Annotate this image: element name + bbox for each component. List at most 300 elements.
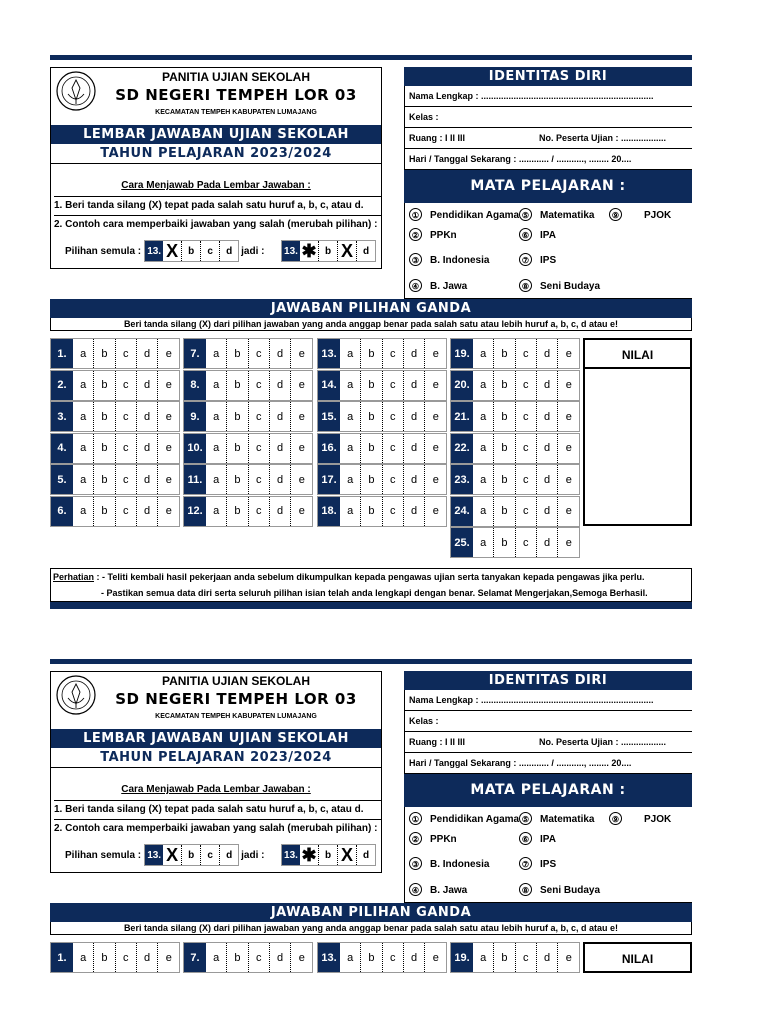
answer-option-e[interactable]: e	[165, 379, 172, 391]
answer-option-c[interactable]: c	[116, 465, 137, 494]
answer-option-e[interactable]: e	[432, 473, 439, 486]
district-name: KECAMATAN TEMPEH KABUPATEN LUMAJANG	[155, 109, 317, 116]
bottom-bar	[50, 602, 692, 609]
instructions-title: Cara Menjawab Pada Lembar Jawaban :	[121, 784, 311, 795]
question-number: 1.	[51, 943, 73, 972]
example-number: 13.	[145, 241, 163, 261]
example-option: c	[201, 241, 220, 261]
example-before	[65, 240, 264, 262]
question-number: 13.	[318, 943, 340, 972]
question-number: 12.	[184, 497, 206, 526]
subjects-list	[404, 203, 692, 299]
committee-title: PANITIA UJIAN SEKOLAH	[161, 70, 310, 84]
answer-option-d[interactable]: d	[537, 528, 558, 557]
subject-option[interactable]: ⑥ IPA	[519, 832, 556, 845]
answer-question	[317, 433, 447, 464]
identity-title: IDENTITAS DIRI	[404, 67, 692, 86]
answer-option-a[interactable]: a	[473, 465, 494, 494]
answer-question	[450, 433, 580, 464]
answer-option-c[interactable]: c	[116, 497, 137, 526]
answer-option-a[interactable]: a	[73, 339, 94, 368]
example-after-box	[281, 240, 376, 262]
answer-option-d[interactable]: d	[137, 497, 158, 526]
example-option: X	[163, 241, 182, 261]
note-line-1: Perhatian : - Teliti kembali hasil pekerjaan anda sebelum dikumpulkan kepada pengawas ujian serta tanyakan kepada pengawas jika perlu.	[53, 572, 645, 582]
answer-question	[450, 338, 580, 369]
room-field[interactable]	[404, 128, 692, 149]
answer-option-a[interactable]: a	[206, 943, 227, 972]
instruction-step-1: 1. Beri tanda silang (X) tepat pada salah satu huruf a, b, c, atau d.	[54, 196, 381, 216]
answer-option-b[interactable]: b	[227, 943, 248, 972]
subject-option[interactable]: ⑤ Matematika	[519, 208, 594, 221]
answer-option-a[interactable]: a	[473, 434, 494, 463]
answers-subtitle: Beri tanda silang (X) dari pilihan jawaban yang anda anggap benar pada salah satu atau lebih huruf a, b, c, d atau e!	[50, 318, 692, 331]
room-label: Ruang : I II III	[409, 737, 465, 747]
answer-option-a[interactable]: a	[206, 497, 227, 526]
answer-option-e[interactable]: e	[432, 379, 439, 391]
answer-option-a[interactable]: a	[340, 402, 361, 431]
answer-option-a[interactable]: a	[73, 402, 94, 431]
answer-option-d[interactable]: d	[270, 434, 291, 463]
subject-option[interactable]: ⑨ PJOK	[609, 812, 671, 825]
example-option: b	[182, 241, 201, 261]
answer-option-a[interactable]: a	[340, 943, 361, 972]
example-number: 13.	[282, 241, 300, 261]
answer-option-b[interactable]: b	[227, 371, 248, 400]
question-number: 22.	[451, 434, 473, 463]
name-field[interactable]: Nama Lengkap : .....................................................................	[404, 690, 692, 711]
answer-option-b[interactable]: b	[227, 434, 248, 463]
answer-option-c[interactable]: c	[116, 371, 137, 400]
answer-option-e[interactable]: e	[565, 379, 572, 391]
date-field[interactable]: Hari / Tanggal Sekarang : ............ / ..........., ........ 20....	[404, 149, 692, 170]
school-name: SD NEGERI TEMPEH LOR 03	[115, 690, 357, 708]
subject-option[interactable]: ② PPKn	[409, 228, 457, 241]
example-number: 13.	[282, 845, 300, 865]
answer-option-e[interactable]: e	[298, 442, 305, 454]
answer-option-a[interactable]: a	[340, 465, 361, 494]
subject-option[interactable]: ⑧ Seni Budaya	[519, 883, 600, 896]
answer-option-c[interactable]: c	[516, 371, 537, 400]
subject-option[interactable]: ① Pendidikan Agama	[409, 208, 519, 221]
answer-option-a[interactable]: a	[340, 371, 361, 400]
answer-option-b[interactable]: b	[361, 497, 382, 526]
subject-option[interactable]: ⑦ IPS	[519, 253, 556, 266]
answer-option-a[interactable]: a	[73, 943, 94, 972]
subject-option[interactable]: ⑧ Seni Budaya	[519, 279, 600, 292]
answer-option-b[interactable]: b	[494, 465, 515, 494]
instruction-step-2: 2. Contoh cara memperbaiki jawaban yang salah (merubah pilihan) :	[54, 823, 378, 834]
answer-option-c[interactable]: c	[249, 339, 270, 368]
answer-option-b[interactable]: b	[94, 339, 115, 368]
answer-option-d[interactable]: d	[137, 339, 158, 368]
jadi-label: jadi :	[241, 245, 265, 257]
answer-option-e[interactable]: e	[298, 505, 305, 517]
answer-option-d[interactable]: d	[537, 465, 558, 494]
answer-option-a[interactable]: a	[73, 497, 94, 526]
answer-option-e[interactable]: e	[432, 951, 439, 964]
question-number: 7.	[184, 339, 206, 368]
answer-question	[317, 496, 447, 527]
question-number: 4.	[51, 434, 73, 463]
example-option: ✱	[300, 845, 319, 865]
answer-option-e[interactable]: e	[165, 951, 172, 964]
answer-question	[317, 401, 447, 432]
answer-option-d[interactable]: d	[137, 371, 158, 400]
answer-option-d[interactable]: d	[404, 943, 425, 972]
answer-option-c[interactable]: c	[116, 943, 137, 972]
question-number: 6.	[51, 497, 73, 526]
answer-question	[183, 338, 313, 369]
answer-option-c[interactable]: c	[516, 528, 537, 557]
example-option: X	[338, 241, 357, 261]
answer-option-d[interactable]: d	[270, 943, 291, 972]
answer-option-c[interactable]: c	[516, 465, 537, 494]
question-number: 11.	[184, 465, 206, 494]
answers-subtitle: Beri tanda silang (X) dari pilihan jawaban yang anda anggap benar pada salah satu atau lebih huruf a, b, c, d atau e!	[50, 922, 692, 935]
identity-panel	[404, 671, 692, 903]
answer-option-c[interactable]: c	[383, 465, 404, 494]
example-option: c	[201, 845, 220, 865]
answer-question	[450, 370, 580, 401]
example-after	[281, 240, 376, 262]
subject-option[interactable]: ① Pendidikan Agama	[409, 812, 519, 825]
answer-option-b[interactable]: b	[94, 402, 115, 431]
answer-option-e[interactable]: e	[565, 951, 572, 964]
answer-question	[50, 370, 180, 401]
answer-option-b[interactable]: b	[94, 465, 115, 494]
answer-option-e[interactable]: e	[165, 473, 172, 486]
example-option: b	[182, 845, 201, 865]
answer-question	[317, 370, 447, 401]
answer-option-e[interactable]: e	[298, 347, 305, 360]
answer-option-c[interactable]: c	[516, 943, 537, 972]
answer-option-e[interactable]: e	[298, 473, 305, 486]
answer-option-d[interactable]: d	[137, 465, 158, 494]
answer-question	[183, 370, 313, 401]
example-number: 13.	[145, 845, 163, 865]
answer-option-d[interactable]: d	[270, 465, 291, 494]
answer-option-b[interactable]: b	[494, 497, 515, 526]
subject-option[interactable]: ③ B. Indonesia	[409, 253, 489, 266]
answer-sheet-1	[50, 55, 692, 615]
answer-question	[183, 433, 313, 464]
question-number: 14.	[318, 371, 340, 400]
room-field[interactable]	[404, 732, 692, 753]
answer-question	[183, 464, 313, 495]
answer-option-c[interactable]: c	[249, 402, 270, 431]
subject-option[interactable]: ⑨ PJOK	[609, 208, 671, 221]
instructions-title: Cara Menjawab Pada Lembar Jawaban :	[121, 180, 311, 191]
example-option: d	[362, 849, 370, 861]
question-number: 15.	[318, 402, 340, 431]
answer-sheet-2	[50, 659, 692, 1024]
answer-option-e[interactable]: e	[432, 442, 439, 454]
answer-option-a[interactable]: a	[206, 339, 227, 368]
answer-option-a[interactable]: a	[473, 943, 494, 972]
answer-option-d[interactable]: d	[137, 434, 158, 463]
answer-option-a[interactable]: a	[473, 497, 494, 526]
answer-option-d[interactable]: d	[270, 339, 291, 368]
answer-option-e[interactable]: e	[565, 505, 572, 517]
answer-option-d[interactable]: d	[404, 402, 425, 431]
answer-option-b[interactable]: b	[361, 402, 382, 431]
answer-option-c[interactable]: c	[249, 434, 270, 463]
answer-option-d[interactable]: d	[270, 497, 291, 526]
subject-option[interactable]: ⑥ IPA	[519, 228, 556, 241]
answer-option-d[interactable]: d	[537, 497, 558, 526]
answer-option-d[interactable]: d	[137, 943, 158, 972]
question-number: 19.	[451, 943, 473, 972]
answer-option-a[interactable]: a	[73, 434, 94, 463]
answer-option-b[interactable]: b	[227, 497, 248, 526]
example-option: d	[226, 245, 233, 257]
question-number: 2.	[51, 371, 73, 400]
question-number: 24.	[451, 497, 473, 526]
identity-panel	[404, 67, 692, 299]
answer-option-a[interactable]: a	[73, 371, 94, 400]
answer-option-b[interactable]: b	[494, 402, 515, 431]
example-before-box	[144, 844, 239, 866]
room-label: Ruang : I II III	[409, 133, 465, 143]
answer-option-b[interactable]: b	[227, 339, 248, 368]
answer-option-e[interactable]: e	[298, 410, 305, 423]
question-number: 1.	[51, 339, 73, 368]
example-option: b	[319, 845, 338, 865]
sheet-title: LEMBAR JAWABAN UJIAN SEKOLAH	[51, 125, 381, 144]
answer-option-b[interactable]: b	[494, 434, 515, 463]
answer-option-d[interactable]: d	[270, 371, 291, 400]
school-name: SD NEGERI TEMPEH LOR 03	[115, 86, 357, 104]
example-option: d	[362, 245, 370, 257]
question-number: 23.	[451, 465, 473, 494]
answer-question	[50, 496, 180, 527]
answer-option-e[interactable]: e	[165, 410, 172, 423]
answer-option-c[interactable]: c	[383, 434, 404, 463]
question-number: 18.	[318, 497, 340, 526]
answer-option-e[interactable]: e	[165, 442, 172, 454]
answer-option-a[interactable]: a	[340, 497, 361, 526]
school-year: TAHUN PELAJARAN 2023/2024	[51, 144, 381, 164]
note-line-2: - Pastikan semua data diri serta seluruh pilihan isian telah anda lengkapi dengan benar. Selamat Mengerjakan,Semoga Berhasil.	[101, 588, 648, 598]
committee-title: PANITIA UJIAN SEKOLAH	[161, 674, 310, 688]
district-name: KECAMATAN TEMPEH KABUPATEN LUMAJANG	[155, 713, 317, 720]
answer-option-a[interactable]: a	[206, 434, 227, 463]
subjects-title: MATA PELAJARAN :	[404, 774, 692, 807]
answer-option-e[interactable]: e	[165, 505, 172, 517]
question-number: 13.	[318, 339, 340, 368]
answer-option-e[interactable]: e	[298, 379, 305, 391]
answer-option-b[interactable]: b	[361, 465, 382, 494]
answer-option-a[interactable]: a	[473, 339, 494, 368]
date-field[interactable]: Hari / Tanggal Sekarang : ............ / ..........., ........ 20....	[404, 753, 692, 774]
answer-option-b[interactable]: b	[494, 528, 515, 557]
answer-option-a[interactable]: a	[340, 434, 361, 463]
answer-question	[183, 942, 313, 973]
class-field[interactable]: Kelas :	[404, 107, 692, 128]
sheet-title: LEMBAR JAWABAN UJIAN SEKOLAH	[51, 729, 381, 748]
example-option: X	[163, 845, 182, 865]
class-field[interactable]: Kelas :	[404, 711, 692, 732]
answer-option-c[interactable]: c	[383, 402, 404, 431]
answer-option-b[interactable]: b	[361, 371, 382, 400]
answer-option-c[interactable]: c	[116, 402, 137, 431]
answer-option-a[interactable]: a	[206, 371, 227, 400]
pilihan-semula-label: Pilihan semula :	[65, 245, 142, 257]
answer-question	[50, 433, 180, 464]
answer-option-a[interactable]: a	[473, 402, 494, 431]
subject-option[interactable]: ② PPKn	[409, 832, 457, 845]
answer-option-c[interactable]: c	[516, 339, 537, 368]
top-bar	[50, 659, 692, 664]
answer-option-c[interactable]: c	[116, 339, 137, 368]
answer-option-b[interactable]: b	[494, 371, 515, 400]
question-number: 25.	[451, 528, 473, 557]
answer-option-a[interactable]: a	[473, 371, 494, 400]
answer-option-c[interactable]: c	[116, 434, 137, 463]
question-number: 10.	[184, 434, 206, 463]
participant-number-field[interactable]: No. Peserta Ujian : ..................	[539, 133, 667, 143]
answer-option-c[interactable]: c	[516, 402, 537, 431]
subject-option[interactable]: ⑦ IPS	[519, 857, 556, 870]
answer-option-e[interactable]: e	[565, 536, 572, 549]
score-box[interactable]	[583, 369, 692, 526]
answer-option-d[interactable]: d	[137, 402, 158, 431]
question-number: 21.	[451, 402, 473, 431]
answer-question	[50, 401, 180, 432]
instruction-step-1: 1. Beri tanda silang (X) tepat pada salah satu huruf a, b, c, atau d.	[54, 800, 381, 820]
header-box	[50, 671, 382, 873]
answer-option-b[interactable]: b	[94, 434, 115, 463]
answer-option-a[interactable]: a	[206, 402, 227, 431]
question-number: 17.	[318, 465, 340, 494]
question-number: 16.	[318, 434, 340, 463]
answer-option-e[interactable]: e	[565, 347, 572, 360]
answer-option-b[interactable]: b	[227, 402, 248, 431]
header-box	[50, 67, 382, 269]
question-number: 5.	[51, 465, 73, 494]
answer-question	[317, 942, 447, 973]
answer-option-c[interactable]: c	[383, 497, 404, 526]
answer-option-a[interactable]: a	[73, 465, 94, 494]
answer-option-c[interactable]: c	[383, 339, 404, 368]
jadi-label: jadi :	[241, 849, 265, 861]
example-after	[281, 844, 376, 866]
answer-option-e[interactable]: e	[432, 410, 439, 423]
answer-option-e[interactable]: e	[565, 473, 572, 486]
example-before-box	[144, 240, 239, 262]
answer-option-d[interactable]: d	[404, 465, 425, 494]
subjects-title: MATA PELAJARAN :	[404, 170, 692, 203]
answer-option-c[interactable]: c	[249, 465, 270, 494]
answer-option-c[interactable]: c	[383, 943, 404, 972]
example-option: d	[226, 849, 233, 861]
question-number: 20.	[451, 371, 473, 400]
answer-option-e[interactable]: e	[298, 951, 305, 964]
question-number: 9.	[184, 402, 206, 431]
answer-option-d[interactable]: d	[537, 943, 558, 972]
answer-option-b[interactable]: b	[94, 943, 115, 972]
example-option: ✱	[300, 241, 319, 261]
answer-option-d[interactable]: d	[537, 402, 558, 431]
answer-option-d[interactable]: d	[270, 402, 291, 431]
answer-option-d[interactable]: d	[537, 339, 558, 368]
identity-title: IDENTITAS DIRI	[404, 671, 692, 690]
answer-option-b[interactable]: b	[361, 943, 382, 972]
answer-question	[317, 464, 447, 495]
subject-option[interactable]: ④ B. Jawa	[409, 883, 467, 896]
answer-option-c[interactable]: c	[383, 371, 404, 400]
answer-question	[450, 527, 580, 558]
answer-question	[317, 338, 447, 369]
answer-option-b[interactable]: b	[361, 434, 382, 463]
question-number: 7.	[184, 943, 206, 972]
subject-option[interactable]: ⑤ Matematika	[519, 812, 594, 825]
subject-option[interactable]: ④ B. Jawa	[409, 279, 467, 292]
answer-option-d[interactable]: d	[404, 434, 425, 463]
answer-option-a[interactable]: a	[206, 465, 227, 494]
answer-option-d[interactable]: d	[404, 371, 425, 400]
answer-option-c[interactable]: c	[249, 497, 270, 526]
answer-option-e[interactable]: e	[565, 442, 572, 454]
answer-option-e[interactable]: e	[432, 505, 439, 517]
answer-option-d[interactable]: d	[537, 434, 558, 463]
answer-question	[50, 464, 180, 495]
answer-option-a[interactable]: a	[340, 339, 361, 368]
participant-number-field[interactable]: No. Peserta Ujian : ..................	[539, 737, 667, 747]
answer-option-b[interactable]: b	[494, 943, 515, 972]
name-field[interactable]: Nama Lengkap : .....................................................................	[404, 86, 692, 107]
answer-option-b[interactable]: b	[494, 339, 515, 368]
answer-option-c[interactable]: c	[516, 434, 537, 463]
answer-option-a[interactable]: a	[473, 528, 494, 557]
answer-question	[50, 338, 180, 369]
answer-question	[183, 496, 313, 527]
score-label: NILAI	[583, 338, 692, 369]
answer-option-e[interactable]: e	[565, 410, 572, 423]
answer-option-d[interactable]: d	[404, 497, 425, 526]
example-after-box	[281, 844, 376, 866]
subject-option[interactable]: ③ B. Indonesia	[409, 857, 489, 870]
answer-option-e[interactable]: e	[432, 347, 439, 360]
answer-option-c[interactable]: c	[249, 371, 270, 400]
answer-option-c[interactable]: c	[516, 497, 537, 526]
answer-option-d[interactable]: d	[537, 371, 558, 400]
answers-title: JAWABAN PILIHAN GANDA	[50, 299, 692, 318]
example-option: b	[319, 241, 338, 261]
answer-option-c[interactable]: c	[249, 943, 270, 972]
answer-option-b[interactable]: b	[94, 497, 115, 526]
example-option: X	[338, 845, 357, 865]
top-bar	[50, 55, 692, 60]
answer-option-b[interactable]: b	[94, 371, 115, 400]
answer-option-b[interactable]: b	[361, 339, 382, 368]
subjects-list	[404, 807, 692, 903]
school-year: TAHUN PELAJARAN 2023/2024	[51, 748, 381, 768]
question-number: 3.	[51, 402, 73, 431]
answer-option-e[interactable]: e	[165, 347, 172, 360]
answers-title: JAWABAN PILIHAN GANDA	[50, 903, 692, 922]
instruction-step-2: 2. Contoh cara memperbaiki jawaban yang salah (merubah pilihan) :	[54, 219, 378, 230]
pilihan-semula-label: Pilihan semula :	[65, 849, 142, 861]
score-label: NILAI	[583, 942, 692, 973]
question-number: 19.	[451, 339, 473, 368]
answer-option-d[interactable]: d	[404, 339, 425, 368]
answer-question	[183, 401, 313, 432]
example-before	[65, 844, 264, 866]
answer-question	[450, 464, 580, 495]
answer-option-b[interactable]: b	[227, 465, 248, 494]
